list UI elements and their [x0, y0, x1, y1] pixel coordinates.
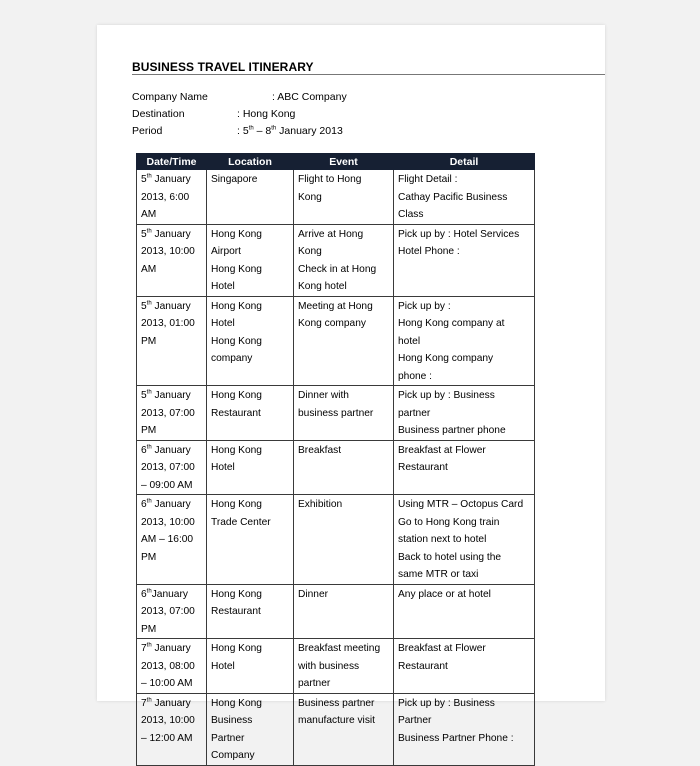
- cell-date-time: 6thJanuary 2013, 07:00 PM: [137, 584, 207, 639]
- header-detail: Detail: [394, 154, 535, 170]
- table-row: [137, 296, 535, 386]
- itinerary-table: [136, 153, 535, 766]
- document-page: [97, 25, 605, 761]
- cell-event: Arrive at Hong Kong Check in at Hong Kong hotel: [294, 224, 394, 296]
- table-header-row: [137, 154, 535, 170]
- table-row: [137, 224, 535, 296]
- cell-event: Business partner manufacture visit: [294, 693, 394, 765]
- cell-date-time: 6th January 2013, 07:00 – 09:00 AM: [137, 440, 207, 495]
- cell-date-time: 6th January 2013, 10:00 AM – 16:00 PM: [137, 495, 207, 585]
- cell-detail: Breakfast at Flower Restaurant: [394, 639, 535, 694]
- cell-detail: Pick up by : Hotel Services Hotel Phone :: [394, 224, 535, 296]
- header-location: Location: [207, 154, 294, 170]
- cell-date-time: 5th January 2013, 10:00 AM: [137, 224, 207, 296]
- info-value: : ABC Company: [272, 91, 347, 103]
- cell-detail: Breakfast at Flower Restaurant: [394, 440, 535, 495]
- cell-location: Hong Kong Airport Hong Kong Hotel: [207, 224, 294, 296]
- cell-date-time: 5th January 2013, 07:00 PM: [137, 386, 207, 441]
- cell-date-time: 5th January 2013, 01:00 PM: [137, 296, 207, 386]
- document-title: BUSINESS TRAVEL ITINERARY: [132, 60, 314, 74]
- cell-event: Breakfast meeting with business partner: [294, 639, 394, 694]
- cell-event: Exhibition: [294, 495, 394, 585]
- cell-date-time: 7th January 2013, 08:00 – 10:00 AM: [137, 639, 207, 694]
- cell-detail: Flight Detail : Cathay Pacific Business Class: [394, 170, 535, 225]
- info-label: Company Name: [132, 91, 208, 103]
- cell-event: Dinner with business partner: [294, 386, 394, 441]
- cell-date-time: 7th January 2013, 10:00 – 12:00 AM: [137, 693, 207, 765]
- cell-location: Hong Kong Hotel: [207, 440, 294, 495]
- cell-detail: Pick up by : Hong Kong company at hotel Hong Kong company phone :: [394, 296, 535, 386]
- cell-location: Hong Kong Restaurant: [207, 584, 294, 639]
- info-label: Destination: [132, 108, 185, 120]
- cell-location: Hong Kong Restaurant: [207, 386, 294, 441]
- table-row: [137, 386, 535, 441]
- table-row: [137, 495, 535, 585]
- cell-location: Singapore: [207, 170, 294, 225]
- cell-event: Dinner: [294, 584, 394, 639]
- cell-event: Flight to Hong Kong: [294, 170, 394, 225]
- table-row: [137, 639, 535, 694]
- header-date-time: Date/Time: [137, 154, 207, 170]
- title-divider: [132, 74, 605, 75]
- cell-event: Meeting at Hong Kong company: [294, 296, 394, 386]
- table-row: [137, 693, 535, 765]
- cell-location: Hong Kong Hotel: [207, 639, 294, 694]
- header-event: Event: [294, 154, 394, 170]
- table-body: [137, 170, 535, 766]
- cell-location: Hong Kong Hotel Hong Kong company: [207, 296, 294, 386]
- table-row: [137, 170, 535, 225]
- cell-date-time: 5th January 2013, 6:00 AM: [137, 170, 207, 225]
- cell-detail: Pick up by : Business partner Business partner phone: [394, 386, 535, 441]
- cell-location: Hong Kong Trade Center: [207, 495, 294, 585]
- info-label: Period: [132, 125, 163, 137]
- info-value: : Hong Kong: [237, 108, 296, 120]
- cell-event: Breakfast: [294, 440, 394, 495]
- table-row: [137, 584, 535, 639]
- table-row: [137, 440, 535, 495]
- cell-location: Hong Kong Business Partner Company: [207, 693, 294, 765]
- cell-detail: Using MTR – Octopus Card Go to Hong Kong train station next to hotel Back to hotel using the same MTR or taxi: [394, 495, 535, 585]
- info-value: : 5th – 8th January 2013: [237, 125, 343, 137]
- cell-detail: Pick up by : Business Partner Business Partner Phone :: [394, 693, 535, 765]
- cell-detail: Any place or at hotel: [394, 584, 535, 639]
